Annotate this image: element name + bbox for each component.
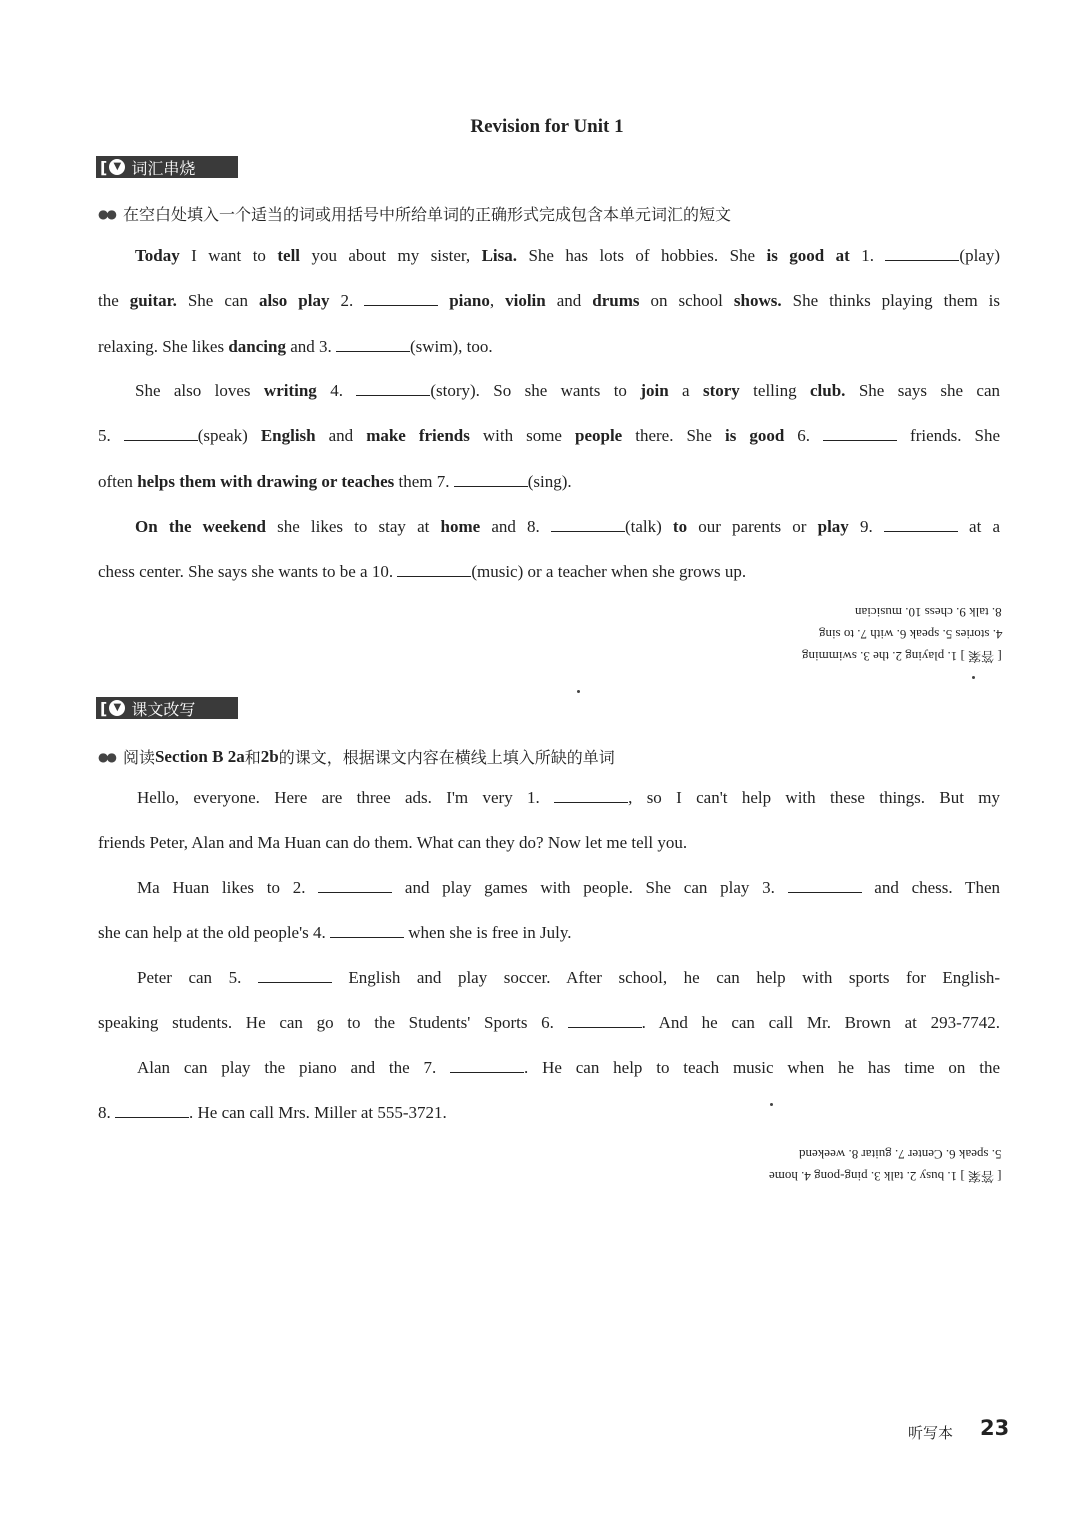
answer-blank[interactable] [885, 246, 959, 261]
text: (story). So she wants to [430, 381, 641, 400]
text: chess center. She says she wants to be a 10. [98, 562, 398, 581]
text: 2. [329, 291, 365, 310]
answer-blank[interactable] [551, 517, 625, 532]
text: Hello, everyone. Here are three ads. I'm very 1. [137, 788, 555, 807]
bold-text: Lisa. [481, 246, 518, 265]
bracket-mark: [ [100, 157, 108, 177]
text: (talk) [624, 517, 673, 536]
text [438, 291, 449, 310]
text: 5. [98, 426, 124, 445]
instruction-mid: 和 [244, 748, 261, 767]
text: . He can call Mrs. Miller at 555-3721. [189, 1103, 447, 1122]
paragraph-line [98, 562, 1000, 582]
dots-icon: ●● [98, 206, 115, 221]
text: you about my sister, [300, 246, 482, 265]
text: She thinks playing them is [781, 291, 1001, 310]
bold-text: violin [505, 291, 546, 310]
answer-blank[interactable] [554, 788, 628, 803]
bold-text: On the weekend [135, 517, 266, 536]
text: 6. [784, 426, 824, 445]
bold-text: tell [277, 246, 301, 265]
bold-text: home [440, 517, 481, 536]
text: at a [957, 517, 1000, 536]
bold-text: also play [258, 291, 330, 310]
text: and 8. [480, 517, 551, 536]
text: and [315, 426, 367, 445]
answer-blank[interactable] [788, 878, 862, 893]
answer-blank[interactable] [330, 923, 404, 938]
text: the [98, 291, 130, 310]
text: them 7. [394, 472, 454, 491]
triangle-down-icon: ▼ [109, 700, 125, 716]
bold-text: helps them with drawing or teaches [137, 472, 395, 491]
answer-blank[interactable] [115, 1103, 189, 1118]
text: Ma Huan likes to 2. [137, 878, 319, 897]
answer-blank[interactable] [454, 472, 528, 487]
bold-text: story [702, 381, 740, 400]
text: She can [176, 291, 259, 310]
text: and 3. [285, 337, 336, 356]
bold-text: dancing [228, 337, 286, 356]
paragraph-line [98, 833, 1000, 853]
instruction-section-ref: Section B 2a [154, 746, 245, 766]
page-number: 23 [980, 1416, 1010, 1440]
text: on school [639, 291, 734, 310]
text: often [98, 472, 138, 491]
paragraph-line [98, 472, 1000, 492]
instruction-vocabulary [98, 202, 731, 225]
answer-key-line: 8. talk 9. chess 10. musician [855, 605, 1002, 620]
instruction-section-ref-2: 2b [260, 746, 279, 766]
paragraph-line [135, 381, 1000, 401]
section-header-vocabulary [96, 156, 238, 178]
text: , [489, 291, 506, 310]
text: (sing). [527, 472, 572, 491]
instruction-text-rewrite [98, 745, 615, 768]
text: (play) [959, 246, 1000, 265]
bold-text: join [640, 381, 669, 400]
answer-blank[interactable] [336, 337, 410, 352]
text: Peter can 5. [137, 968, 258, 987]
paragraph-line [135, 246, 1000, 266]
answer-blank[interactable] [364, 291, 438, 306]
paragraph-line [98, 426, 1000, 446]
answer-blank[interactable] [318, 878, 392, 893]
answer-blank[interactable] [397, 562, 471, 577]
text: there. She [622, 426, 725, 445]
paragraph-line [98, 923, 1000, 943]
instruction-post: 的课文，根据课文内容在横线上填入所缺的单词 [278, 748, 615, 767]
text: she likes to stay at [265, 517, 441, 536]
dots-icon: ●● [98, 749, 115, 764]
speck [577, 690, 580, 693]
bold-text: writing [263, 381, 317, 400]
bracket-mark: [ [100, 698, 108, 718]
text: friends Peter, Alan and Ma Huan can do them. What can they do? Now let me tell you. [98, 833, 688, 852]
answer-blank[interactable] [568, 1013, 642, 1028]
text: 1. [849, 246, 886, 265]
text: friends. She [897, 426, 1001, 445]
bold-text: people [574, 426, 623, 445]
speck [770, 1103, 773, 1106]
bold-text: drums [592, 291, 640, 310]
answer-blank[interactable] [124, 426, 198, 441]
answer-blank[interactable] [823, 426, 897, 441]
bold-text: is good [724, 426, 785, 445]
bold-text: guitar. [129, 291, 177, 310]
answer-blank[interactable] [356, 381, 430, 396]
text: and play games with people. She can play 3. [392, 878, 788, 897]
bold-text: is good at [766, 246, 850, 265]
answer-key-line: 5. speak 6. Center 7. guitar 8. weekend [799, 1147, 1002, 1162]
paragraph-line [137, 878, 1000, 898]
text: and chess. Then [861, 878, 1000, 897]
answer-key-line: 4. stories 5. speak 6. with 7. to sing [819, 627, 1003, 642]
text: a [668, 381, 703, 400]
text: , so I can't help with these things. But my [628, 788, 1000, 807]
section-header-text-rewrite [96, 697, 238, 719]
text: . And he can call Mr. Brown at 293-7742. [641, 1013, 1000, 1032]
paragraph-line [98, 291, 1000, 311]
text: . He can help to teach music when he has time on the [524, 1058, 1000, 1077]
text: She says she can [845, 381, 1000, 400]
paragraph-line [137, 1058, 1000, 1078]
answer-blank[interactable] [884, 517, 958, 532]
text: 8. [98, 1103, 115, 1122]
bold-text: piano [449, 291, 490, 310]
answer-blank[interactable] [258, 968, 332, 983]
text: when she is free in July. [404, 923, 572, 942]
text: with some [469, 426, 575, 445]
triangle-down-icon: ▼ [109, 159, 125, 175]
speck [972, 676, 975, 679]
text: 9. [848, 517, 884, 536]
text: (speak) [197, 426, 261, 445]
text: telling [739, 381, 810, 400]
bold-text: Today [135, 246, 180, 265]
bold-text: English [260, 426, 316, 445]
bold-text: shows. [733, 291, 782, 310]
bold-text: to [672, 517, 688, 536]
paragraph-line [98, 1013, 1000, 1033]
section-header-label: 课文改写 [131, 699, 196, 719]
text: 4. [316, 381, 357, 400]
text: (swim), too. [410, 337, 493, 356]
instruction-pre: 阅读 [122, 748, 155, 767]
bold-text: club. [810, 381, 846, 400]
text: and [545, 291, 593, 310]
section-header-label: 词汇串烧 [131, 158, 196, 178]
paragraph-line [98, 337, 1000, 357]
text: She has lots of hobbies. She [517, 246, 767, 265]
answer-key-line: [ 答案 ] 1. playing 2. the 3. swimming [802, 649, 1002, 664]
page-title: Revision for Unit 1 [470, 116, 624, 137]
text: She also loves [135, 381, 264, 400]
answer-key-line: [ 答案 ] 1. busy 2. talk 3. ping-pong 4. home [769, 1169, 1002, 1184]
bold-text: make friends [366, 426, 470, 445]
paragraph-line [98, 1103, 1000, 1123]
paragraph-line [137, 968, 1000, 988]
text: speaking students. He can go to the Students' Sports 6. [98, 1013, 568, 1032]
paragraph-line [137, 788, 1000, 808]
text: English and play soccer. After school, he can help with sports for English- [331, 968, 1000, 987]
text: Alan can play the piano and the 7. [137, 1058, 451, 1077]
text: (music) or a teacher when she grows up. [471, 562, 747, 581]
text: she can help at the old people's 4. [98, 923, 331, 942]
bold-text: play [817, 517, 849, 536]
text: I want to [179, 246, 278, 265]
instruction-text: 在空白处填入一个适当的词或用括号中所给单词的正确形式完成包含本单元词汇的短文 [122, 205, 731, 224]
text: relaxing. She likes [98, 337, 229, 356]
paragraph-line [135, 517, 1000, 537]
footer-label: 听写本 [908, 1424, 954, 1442]
answer-blank[interactable] [450, 1058, 524, 1073]
text: our parents or [687, 517, 818, 536]
